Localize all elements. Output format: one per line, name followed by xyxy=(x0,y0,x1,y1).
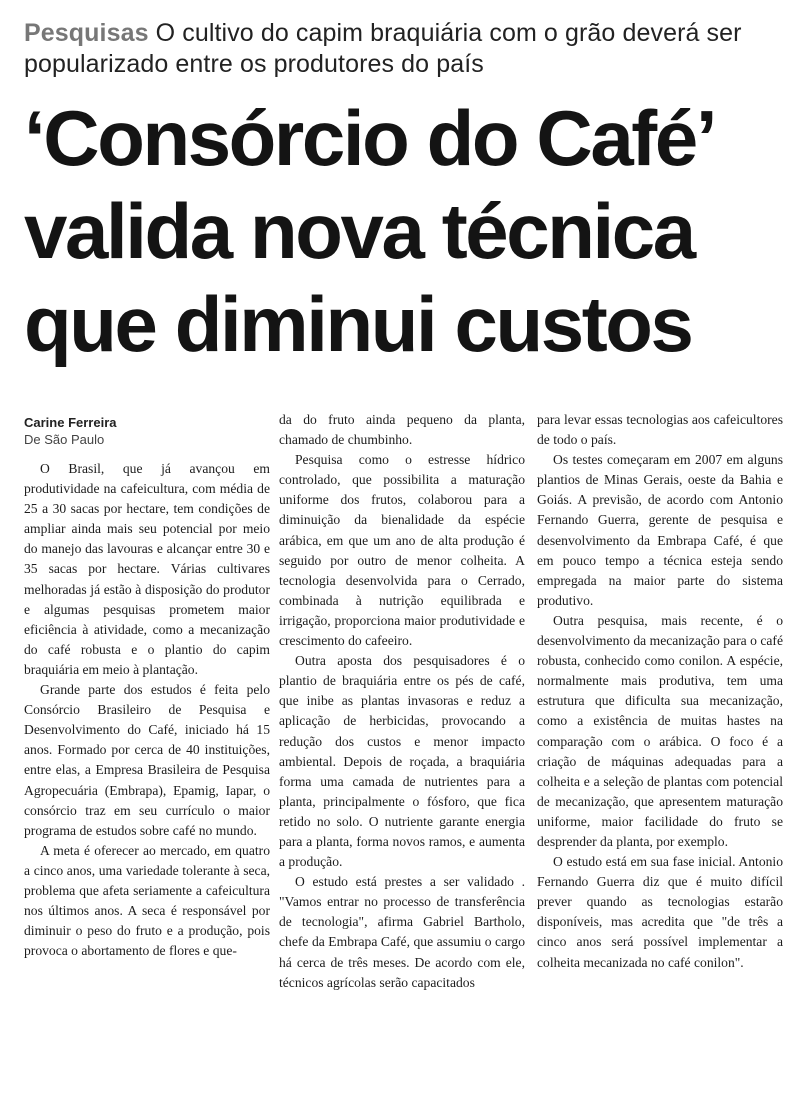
article-column-3 xyxy=(537,410,783,1100)
paragraph: Outra pesquisa, mais recente, é o desenvolvimento da mecanização para o café robusta, conhecido como conilon. A espécie, normalmente mais produtiva, tem uma estrutura que dificulta sua mecanização, como a existência de muitas hastes na comparação com o arábica. O foco é a criação de máquinas adequadas para a colheita e a seleção de plantas com potencial de mecanização, que apresentem maturação uniforme, maior facilidade do fruto se desprender da planta, por exemplo. xyxy=(537,612,783,849)
headline-line: valida nova técnica xyxy=(24,187,694,275)
paragraph: O estudo está em sua fase inicial. Antonio Fernando Guerra diz que é muito difícil prever quando as tecnologias estarão disponíveis, mas acredita que "de três a cinco anos será possível implementar a colheita mecanizada no café conilon". xyxy=(537,854,783,970)
paragraph: Pesquisa como o estresse hídrico controlado, que possibilita a maturação uniforme dos frutos, colaborou para a diminuição da bienalidade da espécie arábica, em que um ano de alta produção é seguido por outro de menor colheita. A tecnologia desenvolvida para o Cerrado, combinada à nutrição equilibrada e irrigação, proporciona maior produtividade e crescimento do cafeeiro. xyxy=(279,452,525,649)
paragraph: O estudo está prestes a ser validado . "Vamos entrar no processo de transferência de tecnologia", afirma Gabriel Bartholo, chefe da Embrapa Café, que assumiu o cargo há cerca de três meses. De acordo com ele, técnicos agrícolas serão capacitados xyxy=(279,874,525,990)
paragraph: Os testes começaram em 2007 em alguns plantios de Minas Gerais, oeste da Bahia e Goiás. A previsão, de acordo com Antonio Fernando Guerra, gerente de pesquisa e desenvolvimento da Embrapa Café, é que em pouco tempo a técnica esteja sendo empregada na maior parte do sistema produtivo. xyxy=(537,452,783,608)
kicker-text: O cultivo do capim braquiária com o grão deverá ser popularizado entre os produtores do país xyxy=(24,19,742,78)
paragraph-continuation: para levar essas tecnologias aos cafeicultores de todo o país. xyxy=(537,412,783,448)
kicker xyxy=(24,18,784,80)
headline-line: que diminui custos xyxy=(24,280,692,368)
author-name: Carine Ferreira xyxy=(24,415,117,430)
paragraph: Outra aposta dos pesquisadores é o plantio de braquiária entre os pés de café, que inibe as plantas invasoras e reduz a aplicação de herbicidas, provocando a redução dos custos e menor impacto ambiental. Depois de roçada, a braquiária forma uma camada de nutrientes para a planta, principalmente o fósforo, que fica retido no solo. O nutriente garante energia para a planta, forma novos ramos, e aumenta a produção. xyxy=(279,653,525,870)
headline xyxy=(24,92,794,371)
article-column-1 xyxy=(24,459,270,1099)
paragraph: O Brasil, que já avançou em produtividade na cafeicultura, com média de 25 a 30 sacas por hectare, tem condições de ampliar ainda mais seu potencial por meio do manejo das lavouras e alcançar entre 30 e 35 sacas por hectare. Várias cultivares melhoradas já estão à disposição do produtor e algumas pesquisas prometem maior eficiência à atividade, como a mecanização do café robusta e o plantio do capim braquiária em meio à plantação. xyxy=(24,461,270,677)
article-column-2 xyxy=(279,410,525,1100)
section-tag: Pesquisas xyxy=(24,19,149,47)
paragraph-continuation: da do fruto ainda pequeno da planta, chamado de chumbinho. xyxy=(279,412,525,448)
dateline: De São Paulo xyxy=(24,432,105,447)
paragraph: Grande parte dos estudos é feita pelo Consórcio Brasileiro de Pesquisa e Desenvolvimento do Café, iniciado há 15 anos. Formado por cerca de 40 instituições, entre elas, a Empresa Brasileira de Pesquisa Agropecuária (Embrapa), Epamig, Iapar, o consórcio traz em seu currículo o maior programa de estudos sobre café no mundo. xyxy=(24,682,270,838)
byline xyxy=(24,414,264,448)
headline-line: ‘Consórcio do Café’ xyxy=(24,94,716,182)
paragraph: A meta é oferecer ao mercado, em quatro a cinco anos, uma variedade tolerante à seca, problema que afeta seriamente a cafeicultura nos últimos anos. A seca é responsável por diminuir o peso do fruto e a produção, pois provoca o abortamento de flores e que- xyxy=(24,842,270,959)
